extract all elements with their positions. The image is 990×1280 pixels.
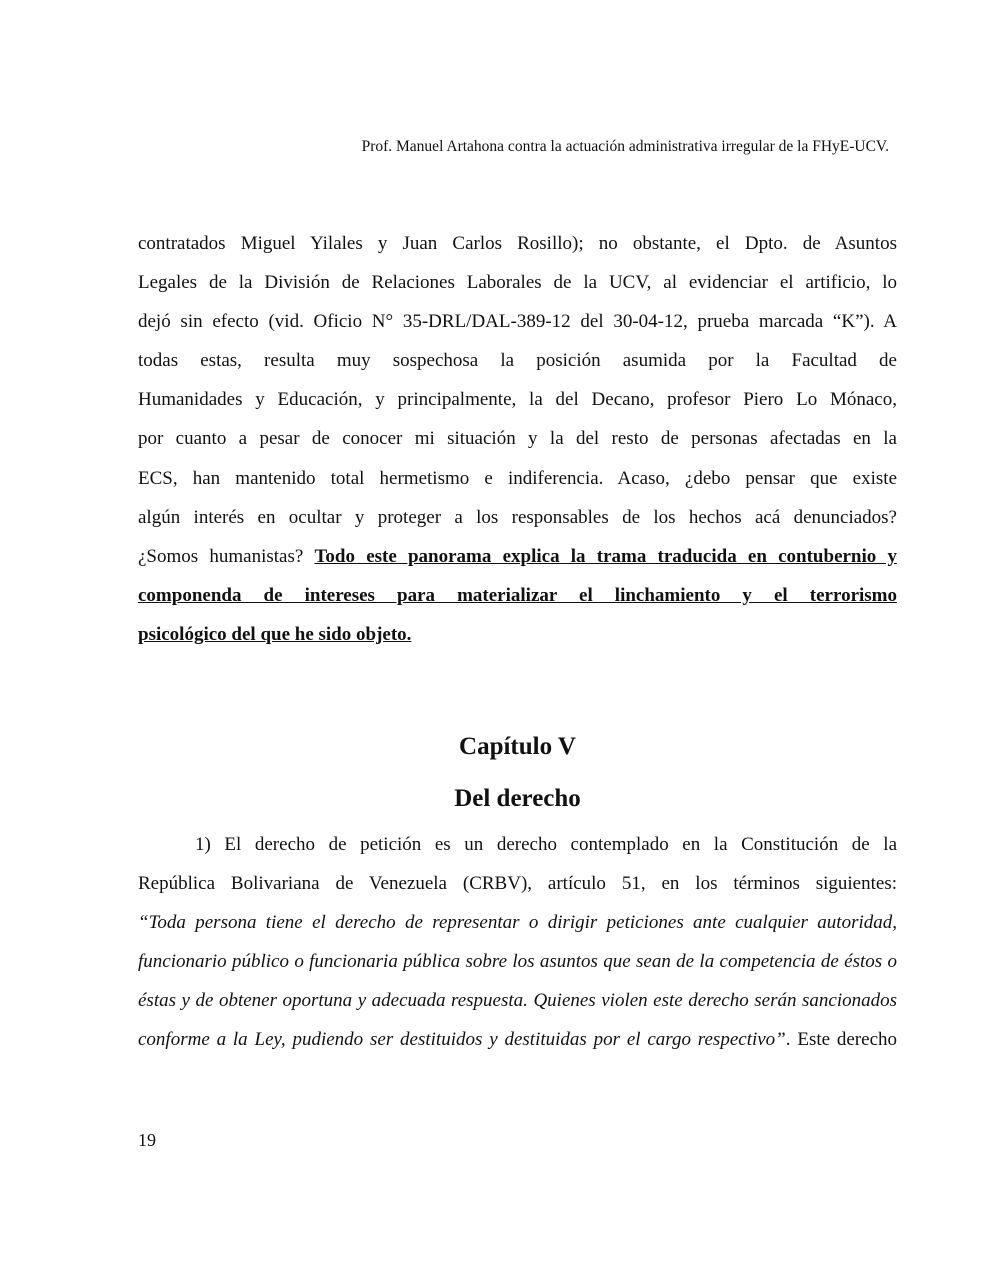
page-number: 19	[138, 1130, 156, 1150]
text-line: contratados Miguel Yilales y Juan Carlos Rosillo); no obstante, el Dpto. de Asuntos	[138, 233, 897, 254]
quote-line: funcionario público o funcionaria pública sobre los asuntos que sean de la competencia de éstos o	[138, 951, 897, 972]
text-line: dejó sin efecto (vid. Oficio N° 35-DRL/DAL-389-12 del 30-04-12, prueba marcada “K”). A	[138, 311, 897, 332]
text-line	[138, 1020, 897, 1059]
chapter-title: Capítulo V	[459, 733, 576, 760]
text-plain: ¿Somos humanistas?	[138, 546, 315, 567]
text-line: ECS, han mantenido total hermetismo e indiferencia. Acaso, ¿debo pensar que existe	[138, 468, 897, 489]
emphasis-line: componenda de intereses para materializar el linchamiento y el terrorismo	[138, 585, 897, 606]
emphasis-line	[138, 615, 897, 654]
quote-line: éstas y de obtener oportuna y adecuada respuesta. Quienes violen este derecho serán sancionados	[138, 990, 897, 1011]
text-line: todas estas, resulta muy sospechosa la posición asumida por la Facultad de	[138, 350, 897, 371]
text-line: Humanidades y Educación, y principalmente, la del Decano, profesor Piero Lo Mónaco,	[138, 389, 897, 410]
text-line: Legales de la División de Relaciones Laborales de la UCV, al evidenciar el artificio, lo	[138, 272, 897, 293]
text-line	[138, 537, 897, 576]
text-line: 1) El derecho de petición es un derecho contemplado en la Constitución de la	[195, 834, 897, 855]
chapter-subtitle: Del derecho	[454, 785, 581, 812]
quote-line: “Toda persona tiene el derecho de representar o dirigir peticiones ante cualquier autoridad,	[138, 912, 897, 933]
emphasis-text: psicológico del que he sido objeto.	[138, 624, 412, 645]
emphasis-text: Todo este panorama explica la trama traducida en contubernio y	[314, 546, 897, 567]
text-plain: . Este derecho	[785, 1029, 897, 1050]
text-line: algún interés en ocultar y proteger a los responsables de los hechos acá denunciados?	[138, 507, 897, 528]
running-header: Prof. Manuel Artahona contra la actuación administrativa irregular de la FHyE-UCV.	[361, 138, 889, 155]
text-line: República Bolivariana de Venezuela (CRBV), artículo 51, en los términos siguientes:	[138, 873, 897, 894]
quote-text: conforme a la Ley, pudiendo ser destituidos y destituidas por el cargo respectivo”	[138, 1029, 786, 1050]
text-line: por cuanto a pesar de conocer mi situación y la del resto de personas afectadas en la	[138, 428, 897, 449]
